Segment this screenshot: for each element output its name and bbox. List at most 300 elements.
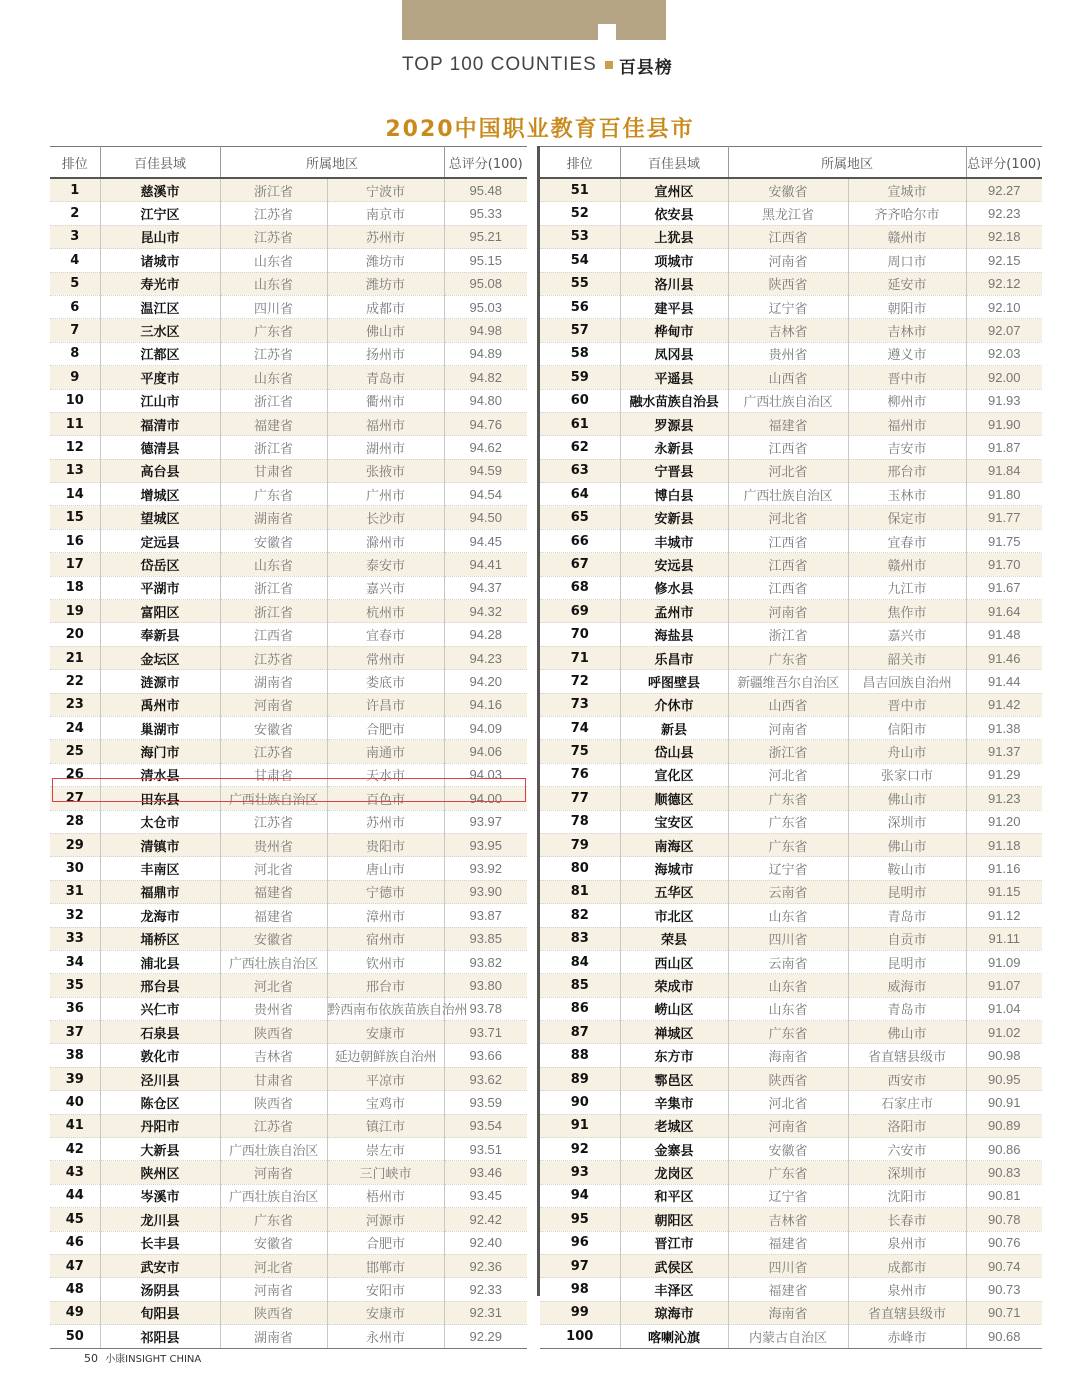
table-header-row <box>50 147 527 179</box>
rank-cell: 42 <box>50 1138 100 1161</box>
rank-cell: 79 <box>540 833 620 856</box>
rank-cell: 98 <box>540 1278 620 1301</box>
county-cell: 安新县 <box>620 506 728 529</box>
score-cell: 94.00 <box>444 787 527 810</box>
score-cell: 92.33 <box>444 1278 527 1301</box>
rank-cell: 1 <box>50 178 100 202</box>
rank-cell: 3 <box>50 225 100 248</box>
county-cell: 永新县 <box>620 436 728 459</box>
score-cell: 91.64 <box>966 600 1042 623</box>
province-cell: 广西壮族自治区 <box>728 483 848 506</box>
county-cell: 宁晋县 <box>620 459 728 482</box>
county-cell: 南海区 <box>620 833 728 856</box>
city-cell: 舟山市 <box>848 740 966 763</box>
header-region: 所属地区 <box>220 147 444 179</box>
city-cell: 崇左市 <box>327 1138 444 1161</box>
table-row <box>540 1067 1042 1090</box>
county-cell: 增城区 <box>100 483 220 506</box>
rank-cell: 87 <box>540 1021 620 1044</box>
score-cell: 93.54 <box>444 1114 527 1137</box>
rank-cell: 68 <box>540 576 620 599</box>
city-cell: 娄底市 <box>327 670 444 693</box>
table-row <box>540 833 1042 856</box>
province-cell: 河北省 <box>728 763 848 786</box>
table-row <box>540 693 1042 716</box>
rank-cell: 47 <box>50 1254 100 1277</box>
table-row <box>50 1138 527 1161</box>
county-cell: 西山区 <box>620 950 728 973</box>
score-cell: 91.80 <box>966 483 1042 506</box>
table-row <box>50 763 527 786</box>
county-cell: 辛集市 <box>620 1091 728 1114</box>
city-cell: 扬州市 <box>327 342 444 365</box>
rank-cell: 15 <box>50 506 100 529</box>
rank-cell: 94 <box>540 1184 620 1207</box>
table-row <box>540 1301 1042 1324</box>
table-row <box>50 1114 527 1137</box>
rank-cell: 99 <box>540 1301 620 1324</box>
county-cell: 巢湖市 <box>100 716 220 739</box>
province-cell: 江西省 <box>220 623 327 646</box>
table-row <box>540 787 1042 810</box>
score-cell: 91.38 <box>966 716 1042 739</box>
city-cell: 鞍山市 <box>848 857 966 880</box>
score-cell: 94.06 <box>444 740 527 763</box>
table-row <box>540 202 1042 225</box>
table-row <box>50 1021 527 1044</box>
city-cell: 昆明市 <box>848 950 966 973</box>
table-row <box>50 974 527 997</box>
county-cell: 海城市 <box>620 857 728 880</box>
county-cell: 涟源市 <box>100 670 220 693</box>
county-cell: 武安市 <box>100 1254 220 1277</box>
table-row <box>540 483 1042 506</box>
table-row <box>540 880 1042 903</box>
table-header-row <box>540 147 1042 179</box>
score-cell: 93.66 <box>444 1044 527 1067</box>
table-row <box>540 974 1042 997</box>
county-cell: 祁阳县 <box>100 1325 220 1348</box>
score-cell: 94.59 <box>444 459 527 482</box>
county-cell: 呼图壁县 <box>620 670 728 693</box>
table-row <box>540 249 1042 272</box>
province-cell: 河南省 <box>728 716 848 739</box>
city-cell: 天水市 <box>327 763 444 786</box>
gold-square-icon <box>605 61 613 69</box>
score-cell: 91.84 <box>966 459 1042 482</box>
province-cell: 河南省 <box>220 693 327 716</box>
city-cell: 佛山市 <box>848 787 966 810</box>
rank-cell: 31 <box>50 880 100 903</box>
city-cell: 广州市 <box>327 483 444 506</box>
rank-cell: 9 <box>50 366 100 389</box>
ranking-table-right <box>540 146 1042 1349</box>
score-cell: 91.70 <box>966 553 1042 576</box>
table-row <box>540 319 1042 342</box>
score-cell: 95.21 <box>444 225 527 248</box>
table-row <box>50 950 527 973</box>
ranking-body-left <box>50 178 527 1348</box>
province-cell: 河南省 <box>220 1278 327 1301</box>
ranking-table-left <box>50 146 527 1349</box>
score-cell: 90.83 <box>966 1161 1042 1184</box>
province-cell: 河南省 <box>220 1161 327 1184</box>
score-cell: 91.20 <box>966 810 1042 833</box>
city-cell: 三门峡市 <box>327 1161 444 1184</box>
county-cell: 高台县 <box>100 459 220 482</box>
table-row <box>540 716 1042 739</box>
rank-cell: 48 <box>50 1278 100 1301</box>
table-row <box>540 1325 1042 1348</box>
city-cell: 洛阳市 <box>848 1114 966 1137</box>
rank-cell: 72 <box>540 670 620 693</box>
rank-cell: 20 <box>50 623 100 646</box>
county-cell: 清镇市 <box>100 833 220 856</box>
rank-cell: 43 <box>50 1161 100 1184</box>
province-cell: 江苏省 <box>220 740 327 763</box>
score-cell: 92.00 <box>966 366 1042 389</box>
province-cell: 河南省 <box>728 249 848 272</box>
province-cell: 云南省 <box>728 880 848 903</box>
province-cell: 山西省 <box>728 693 848 716</box>
city-cell: 保定市 <box>848 506 966 529</box>
province-cell: 云南省 <box>728 950 848 973</box>
city-cell: 南通市 <box>327 740 444 763</box>
decoration-gap <box>598 24 616 40</box>
province-cell: 福建省 <box>728 1231 848 1254</box>
city-cell: 延边朝鲜族自治州 <box>327 1044 444 1067</box>
score-cell: 91.11 <box>966 927 1042 950</box>
city-cell: 西安市 <box>848 1067 966 1090</box>
rank-cell: 2 <box>50 202 100 225</box>
header-score: 总评分(100) <box>444 147 527 179</box>
score-cell: 93.85 <box>444 927 527 950</box>
rank-cell: 13 <box>50 459 100 482</box>
rank-cell: 38 <box>50 1044 100 1067</box>
rank-cell: 56 <box>540 295 620 318</box>
county-cell: 埇桥区 <box>100 927 220 950</box>
county-cell: 宣州区 <box>620 178 728 202</box>
county-cell: 平遥县 <box>620 366 728 389</box>
province-cell: 山东省 <box>220 249 327 272</box>
city-cell: 晋中市 <box>848 693 966 716</box>
province-cell: 安徽省 <box>220 529 327 552</box>
rank-cell: 26 <box>50 763 100 786</box>
table-row <box>540 225 1042 248</box>
province-cell: 辽宁省 <box>728 295 848 318</box>
rank-cell: 85 <box>540 974 620 997</box>
city-cell: 邢台市 <box>848 459 966 482</box>
city-cell: 福州市 <box>848 412 966 435</box>
rank-cell: 34 <box>50 950 100 973</box>
county-cell: 融水苗族自治县 <box>620 389 728 412</box>
county-cell: 岑溪市 <box>100 1184 220 1207</box>
county-cell: 旬阳县 <box>100 1301 220 1324</box>
score-cell: 95.15 <box>444 249 527 272</box>
province-cell: 江苏省 <box>220 202 327 225</box>
city-cell: 许昌市 <box>327 693 444 716</box>
score-cell: 90.81 <box>966 1184 1042 1207</box>
score-cell: 90.73 <box>966 1278 1042 1301</box>
table-row <box>50 178 527 202</box>
city-cell: 衢州市 <box>327 389 444 412</box>
rank-cell: 71 <box>540 646 620 669</box>
province-cell: 辽宁省 <box>728 857 848 880</box>
province-cell: 海南省 <box>728 1301 848 1324</box>
table-row <box>50 319 527 342</box>
rank-cell: 49 <box>50 1301 100 1324</box>
score-cell: 90.91 <box>966 1091 1042 1114</box>
county-cell: 顺德区 <box>620 787 728 810</box>
table-row <box>540 1114 1042 1137</box>
county-cell: 金寨县 <box>620 1138 728 1161</box>
rank-cell: 35 <box>50 974 100 997</box>
table-row <box>540 389 1042 412</box>
score-cell: 95.48 <box>444 178 527 202</box>
city-cell: 佛山市 <box>327 319 444 342</box>
rank-cell: 4 <box>50 249 100 272</box>
rank-cell: 29 <box>50 833 100 856</box>
province-cell: 安徽省 <box>220 716 327 739</box>
county-cell: 修水县 <box>620 576 728 599</box>
table-row <box>50 1325 527 1348</box>
county-cell: 富阳区 <box>100 600 220 623</box>
city-cell: 安康市 <box>327 1021 444 1044</box>
rank-cell: 45 <box>50 1208 100 1231</box>
province-cell: 浙江省 <box>220 436 327 459</box>
city-cell: 柳州市 <box>848 389 966 412</box>
county-cell: 喀喇沁旗 <box>620 1325 728 1348</box>
city-cell: 晋中市 <box>848 366 966 389</box>
city-cell: 黔西南布依族苗族自治州 <box>327 997 444 1020</box>
rank-cell: 14 <box>50 483 100 506</box>
rank-cell: 21 <box>50 646 100 669</box>
rank-cell: 44 <box>50 1184 100 1207</box>
province-cell: 广东省 <box>220 483 327 506</box>
province-cell: 贵州省 <box>220 997 327 1020</box>
table-row <box>50 623 527 646</box>
city-cell: 玉林市 <box>848 483 966 506</box>
city-cell: 安阳市 <box>327 1278 444 1301</box>
province-cell: 福建省 <box>220 412 327 435</box>
county-cell: 上犹县 <box>620 225 728 248</box>
city-cell: 佛山市 <box>848 1021 966 1044</box>
table-row <box>50 225 527 248</box>
table-row <box>540 272 1042 295</box>
score-cell: 91.07 <box>966 974 1042 997</box>
score-cell: 92.27 <box>966 178 1042 202</box>
table-row <box>540 1208 1042 1231</box>
rank-cell: 51 <box>540 178 620 202</box>
score-cell: 90.76 <box>966 1231 1042 1254</box>
city-cell: 张家口市 <box>848 763 966 786</box>
score-cell: 94.80 <box>444 389 527 412</box>
county-cell: 江都区 <box>100 342 220 365</box>
rank-cell: 54 <box>540 249 620 272</box>
city-cell: 吉安市 <box>848 436 966 459</box>
province-cell: 江西省 <box>728 553 848 576</box>
city-cell: 泉州市 <box>848 1231 966 1254</box>
header-rank: 排位 <box>50 147 100 179</box>
table-row <box>540 553 1042 576</box>
province-cell: 广东省 <box>220 1208 327 1231</box>
county-cell: 晋江市 <box>620 1231 728 1254</box>
city-cell: 青岛市 <box>848 904 966 927</box>
table-row <box>50 1184 527 1207</box>
county-cell: 建平县 <box>620 295 728 318</box>
score-cell: 90.74 <box>966 1254 1042 1277</box>
table-row <box>50 506 527 529</box>
county-cell: 福清市 <box>100 412 220 435</box>
rank-cell: 90 <box>540 1091 620 1114</box>
province-cell: 山东省 <box>220 366 327 389</box>
rank-cell: 81 <box>540 880 620 903</box>
score-cell: 93.45 <box>444 1184 527 1207</box>
city-cell: 赤峰市 <box>848 1325 966 1348</box>
rank-cell: 19 <box>50 600 100 623</box>
city-cell: 泉州市 <box>848 1278 966 1301</box>
rank-cell: 46 <box>50 1231 100 1254</box>
county-cell: 岱岳区 <box>100 553 220 576</box>
province-cell: 广东省 <box>728 1161 848 1184</box>
province-cell: 山东省 <box>728 904 848 927</box>
rank-cell: 70 <box>540 623 620 646</box>
score-cell: 93.80 <box>444 974 527 997</box>
county-cell: 罗源县 <box>620 412 728 435</box>
rank-cell: 36 <box>50 997 100 1020</box>
city-cell: 省直辖县级市 <box>848 1301 966 1324</box>
rank-cell: 57 <box>540 319 620 342</box>
table-row <box>540 1278 1042 1301</box>
score-cell: 94.41 <box>444 553 527 576</box>
rank-cell: 74 <box>540 716 620 739</box>
rank-cell: 88 <box>540 1044 620 1067</box>
city-cell: 贵阳市 <box>327 833 444 856</box>
city-cell: 常州市 <box>327 646 444 669</box>
score-cell: 91.02 <box>966 1021 1042 1044</box>
city-cell: 焦作市 <box>848 600 966 623</box>
county-cell: 依安县 <box>620 202 728 225</box>
rank-cell: 8 <box>50 342 100 365</box>
city-cell: 宜春市 <box>327 623 444 646</box>
score-cell: 91.18 <box>966 833 1042 856</box>
city-cell: 沈阳市 <box>848 1184 966 1207</box>
city-cell: 泰安市 <box>327 553 444 576</box>
score-cell: 92.18 <box>966 225 1042 248</box>
city-cell: 宣城市 <box>848 178 966 202</box>
section-label-cn: 百县榜 <box>618 57 673 78</box>
province-cell: 甘肃省 <box>220 763 327 786</box>
rank-cell: 65 <box>540 506 620 529</box>
county-cell: 朝阳区 <box>620 1208 728 1231</box>
table-row <box>50 600 527 623</box>
score-cell: 92.29 <box>444 1325 527 1348</box>
table-row <box>50 1161 527 1184</box>
province-cell: 广东省 <box>728 833 848 856</box>
city-cell: 苏州市 <box>327 810 444 833</box>
score-cell: 95.33 <box>444 202 527 225</box>
county-cell: 老城区 <box>620 1114 728 1137</box>
province-cell: 山东省 <box>220 272 327 295</box>
province-cell: 陕西省 <box>220 1301 327 1324</box>
table-row <box>540 997 1042 1020</box>
city-cell: 宜春市 <box>848 529 966 552</box>
county-cell: 琼海市 <box>620 1301 728 1324</box>
score-cell: 93.82 <box>444 950 527 973</box>
province-cell: 河南省 <box>728 1114 848 1137</box>
province-cell: 甘肃省 <box>220 459 327 482</box>
table-row <box>50 646 527 669</box>
score-cell: 94.09 <box>444 716 527 739</box>
score-cell: 93.92 <box>444 857 527 880</box>
table-row <box>50 833 527 856</box>
rank-cell: 83 <box>540 927 620 950</box>
city-cell: 合肥市 <box>327 716 444 739</box>
rank-cell: 7 <box>50 319 100 342</box>
score-cell: 90.68 <box>966 1325 1042 1348</box>
rank-cell: 30 <box>50 857 100 880</box>
county-cell: 田东县 <box>100 787 220 810</box>
province-cell: 吉林省 <box>728 319 848 342</box>
score-cell: 93.95 <box>444 833 527 856</box>
score-cell: 91.04 <box>966 997 1042 1020</box>
score-cell: 94.76 <box>444 412 527 435</box>
header-region: 所属地区 <box>728 147 966 179</box>
county-cell: 东方市 <box>620 1044 728 1067</box>
score-cell: 91.48 <box>966 623 1042 646</box>
county-cell: 项城市 <box>620 249 728 272</box>
score-cell: 92.10 <box>966 295 1042 318</box>
table-row <box>540 506 1042 529</box>
table-row <box>50 553 527 576</box>
table-row <box>50 997 527 1020</box>
province-cell: 陕西省 <box>220 1091 327 1114</box>
city-cell: 钦州市 <box>327 950 444 973</box>
rank-cell: 91 <box>540 1114 620 1137</box>
rank-cell: 77 <box>540 787 620 810</box>
city-cell: 六安市 <box>848 1138 966 1161</box>
table-row <box>50 1208 527 1231</box>
county-cell: 丰南区 <box>100 857 220 880</box>
province-cell: 广东省 <box>728 787 848 810</box>
table-row <box>540 857 1042 880</box>
score-cell: 91.67 <box>966 576 1042 599</box>
table-row <box>50 342 527 365</box>
province-cell: 四川省 <box>220 295 327 318</box>
table-row <box>540 950 1042 973</box>
city-cell: 昌吉回族自治州 <box>848 670 966 693</box>
city-cell: 南京市 <box>327 202 444 225</box>
table-row <box>540 1091 1042 1114</box>
county-cell: 兴仁市 <box>100 997 220 1020</box>
score-cell: 91.42 <box>966 693 1042 716</box>
table-row <box>540 436 1042 459</box>
score-cell: 92.03 <box>966 342 1042 365</box>
score-cell: 92.07 <box>966 319 1042 342</box>
province-cell: 浙江省 <box>220 576 327 599</box>
score-cell: 91.75 <box>966 529 1042 552</box>
table-row <box>540 1161 1042 1184</box>
city-cell: 唐山市 <box>327 857 444 880</box>
header-county: 百佳县域 <box>620 147 728 179</box>
county-cell: 望城区 <box>100 506 220 529</box>
city-cell: 张掖市 <box>327 459 444 482</box>
province-cell: 四川省 <box>728 927 848 950</box>
score-cell: 92.42 <box>444 1208 527 1231</box>
table-row <box>50 1231 527 1254</box>
county-cell: 泾川县 <box>100 1067 220 1090</box>
city-cell: 信阳市 <box>848 716 966 739</box>
